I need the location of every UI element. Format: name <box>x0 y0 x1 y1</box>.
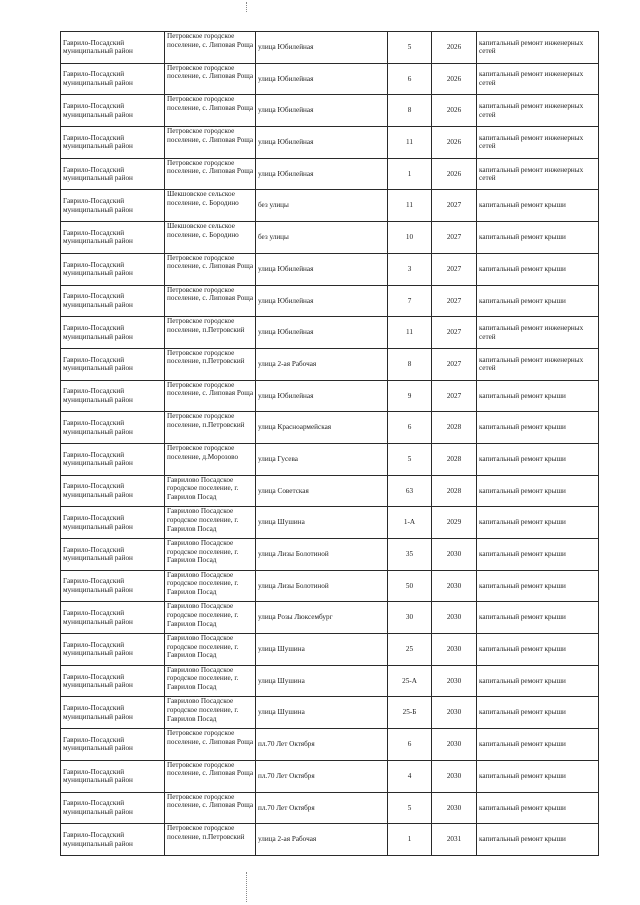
street-cell: пл.70 Лет Октября <box>256 729 388 761</box>
year-cell: 2026 <box>432 127 477 159</box>
table-row <box>61 158 599 190</box>
house-number-cell: 8 <box>388 95 432 127</box>
district-cell: Гаврило-Посадский муниципальный район <box>61 158 165 190</box>
street-cell: улица Юбилейная <box>256 63 388 95</box>
work-type-cell: капитальный ремонт инженерных сетей <box>477 63 599 95</box>
house-number-cell: 5 <box>388 443 432 475</box>
house-number-cell: 7 <box>388 285 432 317</box>
repair-schedule-table <box>60 31 599 856</box>
year-cell: 2030 <box>432 539 477 571</box>
house-number-cell: 11 <box>388 317 432 349</box>
district-cell: Гаврило-Посадский муниципальный район <box>61 32 165 64</box>
street-cell: улица Гусева <box>256 443 388 475</box>
street-cell: улица Юбилейная <box>256 127 388 159</box>
year-cell: 2030 <box>432 665 477 697</box>
year-cell: 2030 <box>432 729 477 761</box>
settlement-cell: Петровское городское поселение, п.Петровский <box>165 348 256 380</box>
settlement-cell: Петровское городское поселение, с. Липовая Роща <box>165 32 256 64</box>
year-cell: 2028 <box>432 412 477 444</box>
settlement-cell: Гаврилово Посадское городское поселение, г. Гаврилов Посад <box>165 539 256 571</box>
house-number-cell: 6 <box>388 412 432 444</box>
settlement-cell: Петровское городское поселение, п.Петровский <box>165 824 256 856</box>
house-number-cell: 9 <box>388 380 432 412</box>
street-cell: улица Советская <box>256 475 388 507</box>
district-cell: Гаврило-Посадский муниципальный район <box>61 475 165 507</box>
house-number-cell: 63 <box>388 475 432 507</box>
year-cell: 2027 <box>432 285 477 317</box>
street-cell: улица Шушина <box>256 697 388 729</box>
district-cell: Гаврило-Посадский муниципальный район <box>61 95 165 127</box>
table-row <box>61 380 599 412</box>
street-cell: улица 2-ая Рабочая <box>256 824 388 856</box>
work-type-cell: капитальный ремонт крыши <box>477 380 599 412</box>
district-cell: Гаврило-Посадский муниципальный район <box>61 760 165 792</box>
district-cell: Гаврило-Посадский муниципальный район <box>61 348 165 380</box>
settlement-cell: Петровское городское поселение, п.Петровский <box>165 317 256 349</box>
house-number-cell: 25-А <box>388 665 432 697</box>
table-row <box>61 63 599 95</box>
settlement-cell: Шекшовское сельское поселение, с. Бородино <box>165 222 256 254</box>
table-row <box>61 190 599 222</box>
work-type-cell: капитальный ремонт крыши <box>477 443 599 475</box>
district-cell: Гаврило-Посадский муниципальный район <box>61 792 165 824</box>
settlement-cell: Петровское городское поселение, с. Липовая Роща <box>165 792 256 824</box>
work-type-cell: капитальный ремонт крыши <box>477 539 599 571</box>
year-cell: 2030 <box>432 634 477 666</box>
house-number-cell: 5 <box>388 792 432 824</box>
settlement-cell: Петровское городское поселение, д.Морозово <box>165 443 256 475</box>
house-number-cell: 1 <box>388 158 432 190</box>
work-type-cell: капитальный ремонт крыши <box>477 570 599 602</box>
house-number-cell: 1-А <box>388 507 432 539</box>
street-cell: улица Шушина <box>256 634 388 666</box>
settlement-cell: Петровское городское поселение, с. Липовая Роща <box>165 158 256 190</box>
street-cell: улица Розы Люксембург <box>256 602 388 634</box>
table-row <box>61 634 599 666</box>
year-cell: 2026 <box>432 158 477 190</box>
work-type-cell: капитальный ремонт крыши <box>477 760 599 792</box>
house-number-cell: 50 <box>388 570 432 602</box>
work-type-cell: капитальный ремонт инженерных сетей <box>477 32 599 64</box>
district-cell: Гаврило-Посадский муниципальный район <box>61 729 165 761</box>
table-row <box>61 697 599 729</box>
district-cell: Гаврило-Посадский муниципальный район <box>61 634 165 666</box>
table-row <box>61 285 599 317</box>
year-cell: 2027 <box>432 253 477 285</box>
settlement-cell: Гаврилово Посадское городское поселение, г. Гаврилов Посад <box>165 697 256 729</box>
work-type-cell: капитальный ремонт крыши <box>477 697 599 729</box>
year-cell: 2031 <box>432 824 477 856</box>
year-cell: 2030 <box>432 570 477 602</box>
district-cell: Гаврило-Посадский муниципальный район <box>61 539 165 571</box>
street-cell: улица Юбилейная <box>256 285 388 317</box>
settlement-cell: Петровское городское поселение, с. Липовая Роща <box>165 127 256 159</box>
street-cell: улица Красноармейская <box>256 412 388 444</box>
year-cell: 2026 <box>432 63 477 95</box>
table-row <box>61 127 599 159</box>
work-type-cell: капитальный ремонт инженерных сетей <box>477 95 599 127</box>
table-row <box>61 475 599 507</box>
district-cell: Гаврило-Посадский муниципальный район <box>61 127 165 159</box>
house-number-cell: 11 <box>388 190 432 222</box>
street-cell: улица Юбилейная <box>256 253 388 285</box>
year-cell: 2028 <box>432 443 477 475</box>
district-cell: Гаврило-Посадский муниципальный район <box>61 380 165 412</box>
street-cell: улица Юбилейная <box>256 380 388 412</box>
house-number-cell: 6 <box>388 729 432 761</box>
work-type-cell: капитальный ремонт крыши <box>477 507 599 539</box>
year-cell: 2030 <box>432 792 477 824</box>
work-type-cell: капитальный ремонт крыши <box>477 792 599 824</box>
year-cell: 2030 <box>432 697 477 729</box>
year-cell: 2030 <box>432 602 477 634</box>
work-type-cell: капитальный ремонт крыши <box>477 824 599 856</box>
settlement-cell: Гаврилово Посадское городское поселение, г. Гаврилов Посад <box>165 570 256 602</box>
table-row <box>61 348 599 380</box>
settlement-cell: Петровское городское поселение, с. Липовая Роща <box>165 729 256 761</box>
house-number-cell: 25 <box>388 634 432 666</box>
district-cell: Гаврило-Посадский муниципальный район <box>61 602 165 634</box>
work-type-cell: капитальный ремонт крыши <box>477 285 599 317</box>
work-type-cell: капитальный ремонт крыши <box>477 222 599 254</box>
settlement-cell: Петровское городское поселение, с. Липовая Роща <box>165 380 256 412</box>
house-number-cell: 6 <box>388 63 432 95</box>
table-row <box>61 570 599 602</box>
table-row <box>61 729 599 761</box>
district-cell: Гаврило-Посадский муниципальный район <box>61 507 165 539</box>
house-number-cell: 3 <box>388 253 432 285</box>
house-number-cell: 35 <box>388 539 432 571</box>
table-row <box>61 443 599 475</box>
settlement-cell: Петровское городское поселение, с. Липовая Роща <box>165 285 256 317</box>
street-cell: улица 2-ая Рабочая <box>256 348 388 380</box>
work-type-cell: капитальный ремонт крыши <box>477 665 599 697</box>
street-cell: без улицы <box>256 222 388 254</box>
settlement-cell: Гаврилово Посадское городское поселение, г. Гаврилов Посад <box>165 634 256 666</box>
work-type-cell: капитальный ремонт крыши <box>477 412 599 444</box>
work-type-cell: капитальный ремонт крыши <box>477 475 599 507</box>
work-type-cell: капитальный ремонт инженерных сетей <box>477 127 599 159</box>
street-cell: улица Лизы Болотиной <box>256 539 388 571</box>
table-row <box>61 95 599 127</box>
district-cell: Гаврило-Посадский муниципальный район <box>61 190 165 222</box>
year-cell: 2027 <box>432 380 477 412</box>
street-cell: без улицы <box>256 190 388 222</box>
table-row <box>61 222 599 254</box>
district-cell: Гаврило-Посадский муниципальный район <box>61 253 165 285</box>
table-row <box>61 32 599 64</box>
table-row <box>61 665 599 697</box>
table-row <box>61 253 599 285</box>
work-type-cell: капитальный ремонт крыши <box>477 190 599 222</box>
year-cell: 2027 <box>432 317 477 349</box>
year-cell: 2028 <box>432 475 477 507</box>
street-cell: улица Юбилейная <box>256 158 388 190</box>
table-row <box>61 602 599 634</box>
table-row <box>61 412 599 444</box>
settlement-cell: Шекшовское сельское поселение, с. Бородино <box>165 190 256 222</box>
district-cell: Гаврило-Посадский муниципальный район <box>61 697 165 729</box>
district-cell: Гаврило-Посадский муниципальный район <box>61 63 165 95</box>
settlement-cell: Гаврилово Посадское городское поселение, г. Гаврилов Посад <box>165 507 256 539</box>
year-cell: 2026 <box>432 32 477 64</box>
district-cell: Гаврило-Посадский муниципальный район <box>61 317 165 349</box>
year-cell: 2027 <box>432 222 477 254</box>
settlement-cell: Гаврилово Посадское городское поселение, г. Гаврилов Посад <box>165 665 256 697</box>
street-cell: пл.70 Лет Октября <box>256 792 388 824</box>
street-cell: улица Лизы Болотиной <box>256 570 388 602</box>
house-number-cell: 11 <box>388 127 432 159</box>
work-type-cell: капитальный ремонт инженерных сетей <box>477 348 599 380</box>
table-row <box>61 824 599 856</box>
work-type-cell: капитальный ремонт инженерных сетей <box>477 317 599 349</box>
table-row <box>61 507 599 539</box>
street-cell: улица Юбилейная <box>256 32 388 64</box>
district-cell: Гаврило-Посадский муниципальный район <box>61 824 165 856</box>
street-cell: улица Юбилейная <box>256 317 388 349</box>
house-number-cell: 8 <box>388 348 432 380</box>
settlement-cell: Петровское городское поселение, с. Липовая Роща <box>165 760 256 792</box>
work-type-cell: капитальный ремонт крыши <box>477 253 599 285</box>
table-row <box>61 317 599 349</box>
district-cell: Гаврило-Посадский муниципальный район <box>61 285 165 317</box>
street-cell: улица Шушина <box>256 507 388 539</box>
settlement-cell: Петровское городское поселение, п.Петровский <box>165 412 256 444</box>
table-row <box>61 792 599 824</box>
table-row <box>61 760 599 792</box>
house-number-cell: 4 <box>388 760 432 792</box>
settlement-cell: Гаврилово Посадское городское поселение, г. Гаврилов Посад <box>165 602 256 634</box>
street-cell: улица Юбилейная <box>256 95 388 127</box>
work-type-cell: капитальный ремонт крыши <box>477 602 599 634</box>
scan-mark <box>246 872 251 902</box>
district-cell: Гаврило-Посадский муниципальный район <box>61 412 165 444</box>
scan-mark <box>246 2 251 12</box>
settlement-cell: Петровское городское поселение, с. Липовая Роща <box>165 63 256 95</box>
district-cell: Гаврило-Посадский муниципальный район <box>61 665 165 697</box>
settlement-cell: Гаврилово Посадское городское поселение, г. Гаврилов Посад <box>165 475 256 507</box>
house-number-cell: 10 <box>388 222 432 254</box>
year-cell: 2029 <box>432 507 477 539</box>
street-cell: улица Шушина <box>256 665 388 697</box>
house-number-cell: 30 <box>388 602 432 634</box>
settlement-cell: Петровское городское поселение, с. Липовая Роща <box>165 95 256 127</box>
street-cell: пл.70 Лет Октября <box>256 760 388 792</box>
settlement-cell: Петровское городское поселение, с. Липовая Роща <box>165 253 256 285</box>
district-cell: Гаврило-Посадский муниципальный район <box>61 443 165 475</box>
work-type-cell: капитальный ремонт крыши <box>477 729 599 761</box>
year-cell: 2026 <box>432 95 477 127</box>
year-cell: 2027 <box>432 348 477 380</box>
work-type-cell: капитальный ремонт инженерных сетей <box>477 158 599 190</box>
table-row <box>61 539 599 571</box>
house-number-cell: 25-Б <box>388 697 432 729</box>
district-cell: Гаврило-Посадский муниципальный район <box>61 222 165 254</box>
year-cell: 2027 <box>432 190 477 222</box>
work-type-cell: капитальный ремонт крыши <box>477 634 599 666</box>
house-number-cell: 1 <box>388 824 432 856</box>
year-cell: 2030 <box>432 760 477 792</box>
table-body <box>61 32 599 856</box>
district-cell: Гаврило-Посадский муниципальный район <box>61 570 165 602</box>
house-number-cell: 5 <box>388 32 432 64</box>
